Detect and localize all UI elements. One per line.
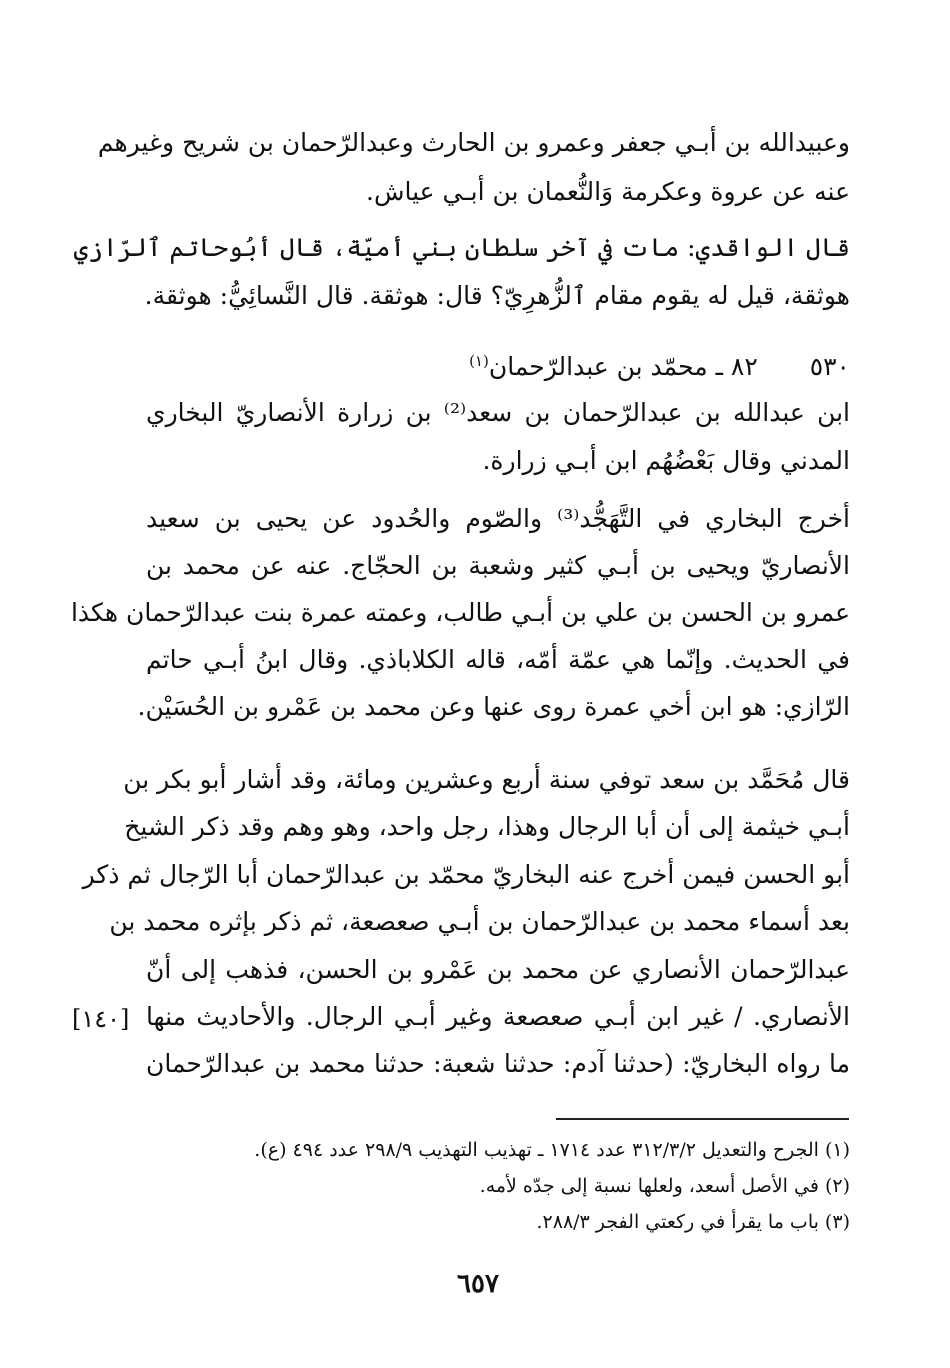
waqidi-line-2: هوثقة، قيل له يقوم مقام ٱلزُّهرِيّ؟ قال: هوثقة. قال النَّسائِيُّ: هوثقة. <box>144 281 850 310</box>
entry-sub-number: ٨٢ <box>730 352 758 382</box>
entry-dash: ـ <box>715 352 723 382</box>
footnote-1: (١) الجرح والتعديل ٣١٢/٣/٢ عدد ١٧١٤ ـ تهذيب التهذيب ٢٩٨/٩ عدد ٤٩٤ (ع). <box>254 1139 850 1161</box>
akhraja-line-1: أخرج البخاري في التَّهَجُّد⁽³⁾ والصّوم والحُدود عن يحيى بن سعيد <box>146 504 850 533</box>
lineage-line-2: المدني وقال بَعْضُهُم ابن أبـي زرارة. <box>482 446 850 475</box>
entry-number: ٥٣٠ <box>809 352 850 382</box>
muhammad-line-3: أبو الحسن فيمن أخرج عنه البخاريّ محمّد بن عبدالرّحمان أبا الرّجال ثم ذكر <box>82 860 850 889</box>
akhraja-line-5: الرّازي: هو ابن أخي عمرة روى عنها وعن محمد بن عَمْرو بن الحُسَيْن. <box>137 692 850 721</box>
footnote-3: (٣) باب ما يقرأ في ركعتي الفجر ٢٨٨/٣. <box>536 1211 850 1233</box>
muhammad-line-4: بعد أسماء محمد بن عبدالرّحمان بن أبـي صعصعة، ثم ذكر بإثره محمد بن <box>109 907 850 936</box>
waqidi-line-1: قال الواقدي: مات في آخر سلطان بني أميّة، قال أبُوحاتم ٱلرّازي <box>73 233 850 262</box>
muhammad-line-1: قال مُحَمَّد بن سعد توفي سنة أربع وعشرين ومائة، وقد أشار أبو بكر بن <box>123 765 850 794</box>
muhammad-line-6: الأنصاري. / غير ابن أبـي صعصعة وغير أبـي الرجال. والأحاديث منها <box>146 1002 850 1031</box>
entry-note-ref: (١) <box>469 352 489 370</box>
page-number: ٦٥٧ <box>457 1269 499 1299</box>
footnote-divider <box>556 1118 849 1120</box>
akhraja-line-2: الأنصاريّ ويحيى بن أبـي كثير وشعبة بن الحجّاج. عنه عن محمد بن <box>146 551 850 580</box>
footnote-2: (٢) في الأصل أسعد، ولعلها نسبة إلى جدّه لأمه. <box>479 1175 850 1197</box>
margin-page-reference: [١٤٠] <box>72 1005 130 1033</box>
akhraja-line-4: في الحديث. وإنّما هي عمّة أمّه، قاله الكلاباذي. وقال ابنُ أبـي حاتم <box>146 645 850 674</box>
entry-name: محمّد بن عبدالرّحمان <box>488 352 708 382</box>
entry-heading <box>469 345 850 383</box>
continuation-line-2: عنه عن عروة وعكرمة وَالنُّعمان بن أبـي عياش. <box>366 177 850 206</box>
muhammad-line-5: عبدالرّحمان الأنصاري عن محمد بن عَمْرو بن الحسن، فذهب إلى أنّ <box>146 955 850 984</box>
muhammad-line-7: ما رواه البخاريّ: (حدثنا آدم: حدثنا شعبة: حدثنا محمد بن عبدالرّحمان <box>146 1049 850 1078</box>
akhraja-line-3: عمرو بن الحسن بن علي بن أبـي طالب، وعمته عمرة بنت عبدالرّحمان هكذا <box>70 598 850 627</box>
continuation-line-1: وعبيدالله بن أبـي جعفر وعمرو بن الحارث وعبدالرّحمان بن شريح وغيرهم <box>97 128 850 157</box>
lineage-line-1: ابن عبدالله بن عبدالرّحمان بن سعد⁽²⁾ بن زرارة الأنصاريّ البخاري <box>146 398 851 427</box>
muhammad-line-2: أبـي خيثمة إلى أن أبا الرجال وهذا، رجل واحد، وهو وهم وقد ذكر الشيخ <box>124 812 850 841</box>
